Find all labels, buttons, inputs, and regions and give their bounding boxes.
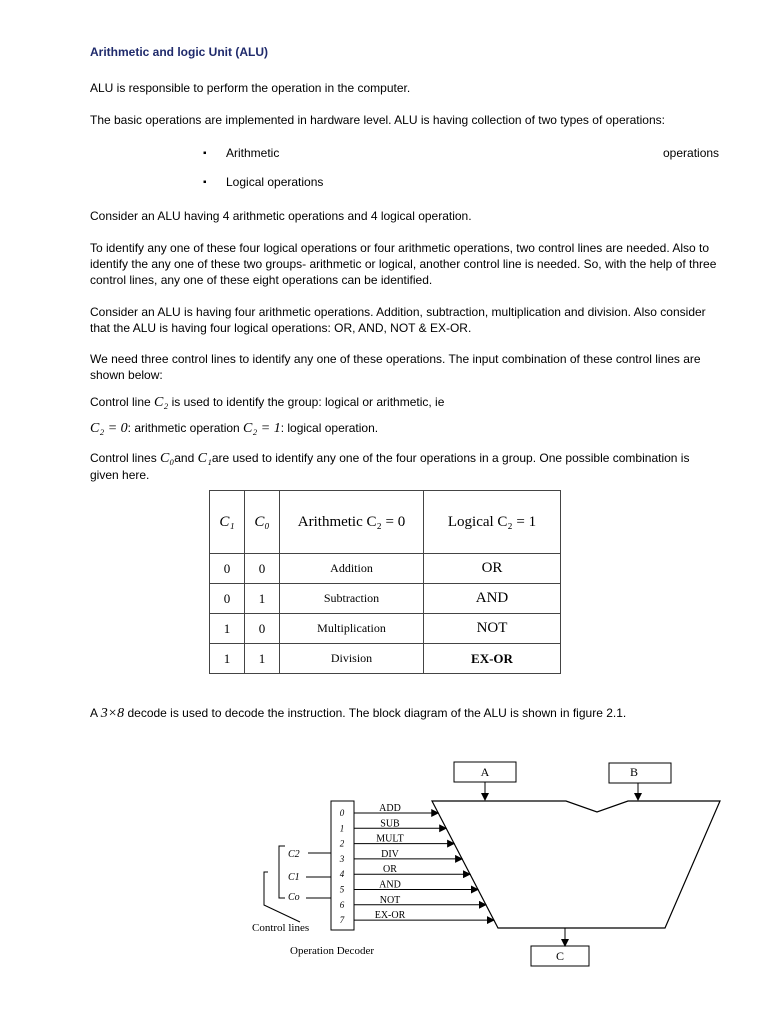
decoder-output-number: 1 — [339, 823, 345, 834]
cell-c1: 0 — [210, 584, 245, 614]
text-segment: is used to identify the group: logical or arithmetic, ie — [168, 395, 445, 409]
operation-label: AND — [379, 879, 401, 891]
decoder-box — [331, 801, 354, 930]
cell-c0: 0 — [245, 554, 280, 584]
paragraph-basic-operations: The basic operations are implemented in hardware level. ALU is having collection of two types of operations: — [90, 113, 665, 127]
operation-label: MULT — [376, 833, 404, 845]
bullet-logical: Logical operations — [226, 175, 324, 189]
cell-arithmetic: Addition — [280, 554, 424, 584]
bullet-marker: ▪ — [203, 177, 207, 188]
input-b-label: B — [629, 765, 639, 779]
text-segment: Control line — [90, 395, 155, 409]
decoder-output-number: 5 — [339, 884, 345, 895]
decoder-output-number: 7 — [339, 915, 345, 926]
paragraph-control-lines-needed: To identify any one of these four logical operations or four arithmetic operations, two control lines are needed. Also to identify the any one of these two groups- arithmetic or logical, another control line is needed. So, with the help of three control lines, any one of these eight operations can be identified. — [90, 241, 717, 287]
cell-arithmetic: Division — [280, 644, 424, 674]
input-b-box — [609, 763, 671, 783]
paragraph-alu-intro: ALU is responsible to perform the operation in the computer. — [90, 81, 411, 95]
control-label-c1: C1 — [288, 872, 300, 883]
operation-label: EX-OR — [374, 910, 406, 922]
control-bracket — [279, 846, 285, 898]
symbol-c2: C₂ — [154, 395, 169, 410]
operation-label: NOT — [379, 894, 401, 906]
output-c-label: C — [555, 949, 565, 963]
operation-label: ADD — [379, 803, 401, 814]
paragraph-four-operations: Consider an ALU is having four arithmetic operations. Addition, subtraction, multiplication and division. Also consider that the ALU is having four logical operations: OR, AND, NOT & EX-OR. — [90, 305, 706, 335]
symbol-3x8: 3×8 — [100, 706, 125, 721]
header-c0: C₀ — [245, 491, 280, 554]
cell-c1: 1 — [210, 644, 245, 674]
decoder-output-number: 0 — [339, 808, 345, 818]
cell-logical: NOT — [424, 614, 561, 644]
control-label-c0: Co — [288, 892, 300, 903]
input-a-label: A — [480, 765, 490, 779]
bullet-arithmetic: Arithmetic — [226, 146, 280, 160]
text-segment: A — [90, 706, 101, 720]
cell-logical: AND — [424, 584, 561, 614]
text-segment: and — [174, 451, 198, 465]
bullet-marker: ▪ — [203, 148, 207, 159]
operation-label: DIV — [381, 848, 399, 860]
cell-c0: 1 — [245, 644, 280, 674]
cell-arithmetic: Subtraction — [280, 584, 424, 614]
text-segment: : arithmetic operation — [127, 421, 244, 435]
decoder-output-number: 4 — [339, 869, 345, 880]
symbol-c1: C₁ — [197, 451, 212, 466]
cell-c0: 0 — [245, 614, 280, 644]
cell-c0: 1 — [245, 584, 280, 614]
text-segment: Control lines — [90, 451, 161, 465]
symbol-c2-equals-0: C₂ = 0 — [90, 421, 128, 436]
text-segment: decode is used to decode the instruction. The block diagram of the ALU is shown in figure 2.1. — [124, 706, 627, 720]
cell-c1: 0 — [210, 554, 245, 584]
symbol-c2-equals-1: C₂ = 1 — [243, 421, 281, 436]
alu-body — [432, 801, 720, 928]
cell-logical: OR — [424, 554, 561, 584]
text-segment: are used to identify any one of the four operations in a group. One possible combination is given here. — [90, 451, 690, 482]
control-label-c2: C2 — [288, 849, 300, 860]
decoder-output-number: 6 — [339, 899, 345, 910]
paragraph-three-control-lines: We need three control lines to identify any one of these operations. The input combination of these control lines are shown below: — [90, 352, 701, 382]
paragraph-alu-4-ops: Consider an ALU having 4 arithmetic operations and 4 logical operation. — [90, 209, 472, 223]
header-arithmetic: Arithmetic C₂ = 0 — [280, 491, 424, 554]
decoder-output-number: 3 — [339, 853, 345, 864]
cell-c1: 1 — [210, 614, 245, 644]
cell-arithmetic: Multiplication — [280, 614, 424, 644]
page-title: Arithmetic and logic Unit (ALU) — [90, 45, 268, 59]
operation-decoder-label: Operation Decoder — [290, 945, 374, 957]
operation-label: SUB — [380, 818, 400, 830]
bullet-arithmetic-suffix: operations — [663, 146, 720, 160]
operation-label: OR — [383, 864, 397, 876]
header-logical: Logical C₂ = 1 — [424, 491, 561, 554]
cell-logical: EX-OR — [424, 644, 561, 674]
header-c1: C₁ — [210, 491, 245, 554]
control-lines-label: Control lines — [252, 922, 310, 934]
symbol-c0: C₀ — [160, 451, 175, 466]
text-segment: : logical operation. — [280, 421, 379, 435]
decoder-output-number: 2 — [339, 838, 345, 849]
